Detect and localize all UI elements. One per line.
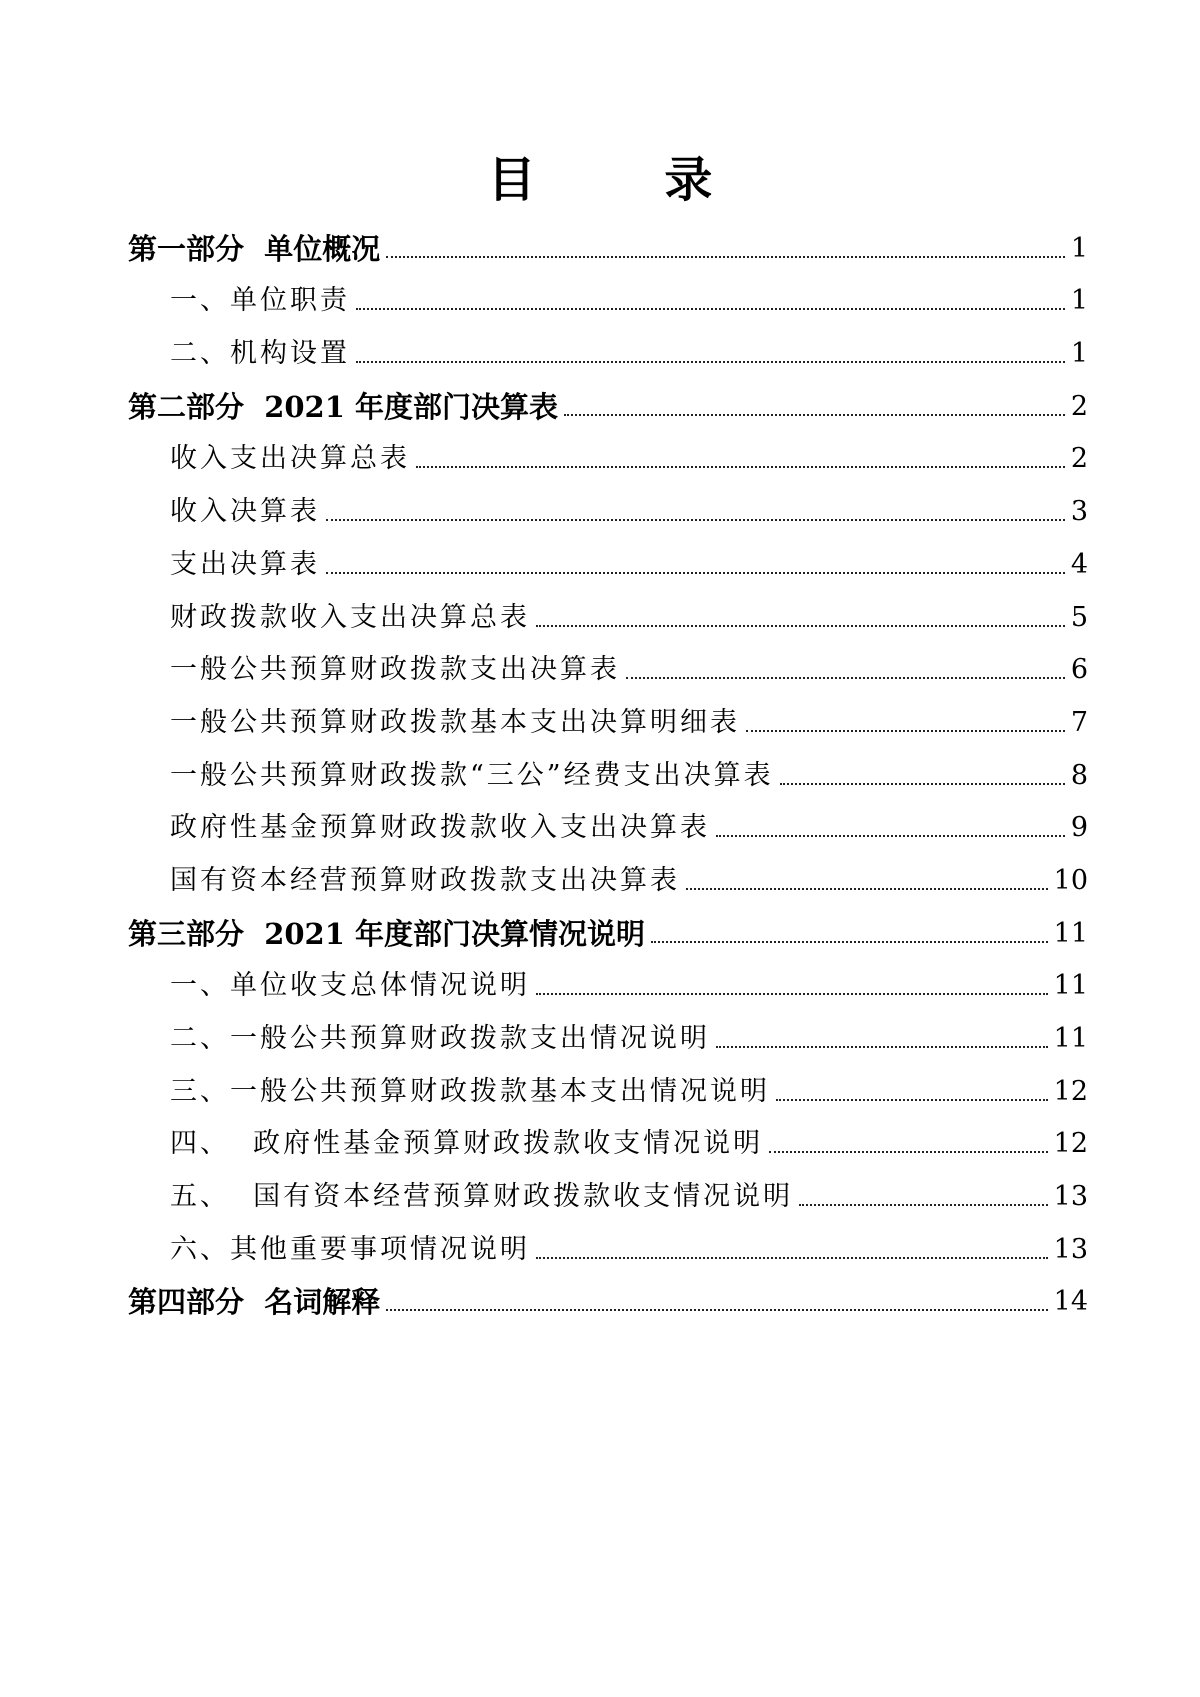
toc-dot-leader: [326, 518, 1065, 521]
toc-page-number: 11: [1053, 1023, 1088, 1054]
toc-page-number: 4: [1070, 548, 1088, 580]
toc-entry-label: 四、 政府性基金预算财政拨款收支情况说明: [170, 1128, 764, 1160]
toc-entry-label: 财政拨款收入支出决算总表: [170, 601, 530, 633]
toc-dot-leader: [769, 1150, 1047, 1153]
toc-dot-leader: [386, 1308, 1047, 1311]
toc-page-number: 1: [1070, 285, 1088, 317]
toc-subsection-entry[interactable]: [128, 845, 1088, 898]
toc-dot-leader: [626, 676, 1065, 679]
toc-page-number: 8: [1070, 759, 1088, 791]
toc-entry-label: 收入支出决算总表: [170, 443, 410, 475]
toc-entry-label: 六、其他重要事项情况说明: [170, 1233, 530, 1265]
toc-subsection-entry[interactable]: [128, 476, 1088, 529]
toc-dot-leader: [716, 1045, 1048, 1048]
toc-section-entry[interactable]: [128, 371, 1088, 424]
toc-page-number: 2: [1070, 390, 1088, 422]
toc-entry-label: 收入决算表: [170, 496, 320, 528]
toc-dot-leader: [356, 307, 1065, 310]
toc-dot-leader: [326, 571, 1065, 574]
toc-dot-leader: [536, 1256, 1048, 1259]
toc-page-number: 6: [1070, 654, 1088, 686]
table-of-contents: [128, 213, 1088, 1319]
toc-dot-leader: [356, 360, 1065, 363]
toc-dot-leader: [686, 887, 1048, 890]
toc-entry-label: 第二部分 2021 年度部门决算表: [128, 389, 559, 424]
toc-page-number: 11: [1053, 970, 1088, 1002]
toc-subsection-entry[interactable]: [128, 424, 1088, 477]
toc-entry-label: 政府性基金预算财政拨款收入支出决算表: [170, 812, 710, 844]
toc-dot-leader: [536, 624, 1065, 627]
toc-subsection-entry[interactable]: [128, 1214, 1088, 1267]
toc-subsection-entry[interactable]: [128, 687, 1088, 740]
toc-subsection-entry[interactable]: [128, 1003, 1088, 1056]
toc-subsection-entry[interactable]: [128, 266, 1088, 319]
toc-entry-label: 第四部分 名词解释: [128, 1285, 381, 1320]
toc-page-number: 9: [1070, 812, 1088, 844]
toc-page-number: 2: [1070, 443, 1088, 475]
toc-page-number: 13: [1053, 1181, 1088, 1213]
toc-entry-label: 支出决算表: [170, 548, 320, 580]
toc-page-number: 12: [1053, 1075, 1088, 1107]
toc-entry-label: 一般公共预算财政拨款“三公”经费支出决算表: [170, 759, 774, 791]
toc-page-number: 13: [1053, 1233, 1088, 1265]
toc-page-number: 3: [1070, 496, 1088, 528]
toc-entry-label: 第三部分 2021 年度部门决算情况说明: [128, 916, 646, 951]
toc-dot-leader: [746, 729, 1065, 732]
toc-dot-leader: [651, 940, 1048, 943]
page-title: 目 录: [487, 152, 769, 208]
toc-page-number: 7: [1070, 706, 1088, 738]
toc-dot-leader: [799, 1203, 1047, 1206]
toc-page-number: 14: [1053, 1286, 1088, 1318]
toc-subsection-entry[interactable]: [128, 740, 1088, 793]
toc-subsection-entry[interactable]: [128, 793, 1088, 846]
toc-section-entry[interactable]: [128, 1267, 1088, 1320]
toc-dot-leader: [536, 992, 1048, 995]
toc-entry-label: 一般公共预算财政拨款支出决算表: [170, 654, 620, 686]
toc-page-number: 10: [1053, 864, 1088, 896]
toc-entry-label: 三、一般公共预算财政拨款基本支出情况说明: [170, 1075, 770, 1107]
toc-dot-leader: [716, 834, 1065, 837]
toc-entry-label: 一般公共预算财政拨款基本支出决算明细表: [170, 706, 740, 738]
toc-entry-label: 二、机构设置: [170, 338, 350, 370]
toc-page-number: 1: [1070, 338, 1088, 370]
toc-dot-leader: [416, 465, 1065, 468]
toc-subsection-entry[interactable]: [128, 582, 1088, 635]
toc-section-entry[interactable]: [128, 213, 1088, 266]
toc-entry-label: 一、单位收支总体情况说明: [170, 970, 530, 1002]
toc-entry-label: 二、一般公共预算财政拨款支出情况说明: [170, 1023, 710, 1054]
toc-page-number: 11: [1053, 917, 1088, 949]
toc-section-entry[interactable]: [128, 898, 1088, 951]
toc-page-number: 5: [1070, 601, 1088, 633]
toc-dot-leader: [776, 1098, 1048, 1101]
toc-dot-leader: [386, 255, 1065, 258]
toc-entry-label: 一、单位职责: [170, 285, 350, 317]
toc-page-number: 1: [1070, 232, 1088, 264]
toc-subsection-entry[interactable]: [128, 1109, 1088, 1162]
toc-subsection-entry[interactable]: [128, 635, 1088, 688]
toc-page-number: 12: [1053, 1128, 1088, 1160]
toc-subsection-entry[interactable]: [128, 529, 1088, 582]
toc-subsection-entry[interactable]: [128, 951, 1088, 1004]
toc-entry-label: 国有资本经营预算财政拨款支出决算表: [170, 864, 680, 896]
toc-entry-label: 第一部分 单位概况: [128, 231, 381, 266]
toc-dot-leader: [564, 413, 1065, 416]
toc-entry-label: 五、 国有资本经营预算财政拨款收支情况说明: [170, 1181, 794, 1213]
toc-dot-leader: [780, 782, 1065, 785]
toc-subsection-entry[interactable]: [128, 1161, 1088, 1214]
toc-subsection-entry[interactable]: [128, 1056, 1088, 1109]
toc-subsection-entry[interactable]: [128, 318, 1088, 371]
